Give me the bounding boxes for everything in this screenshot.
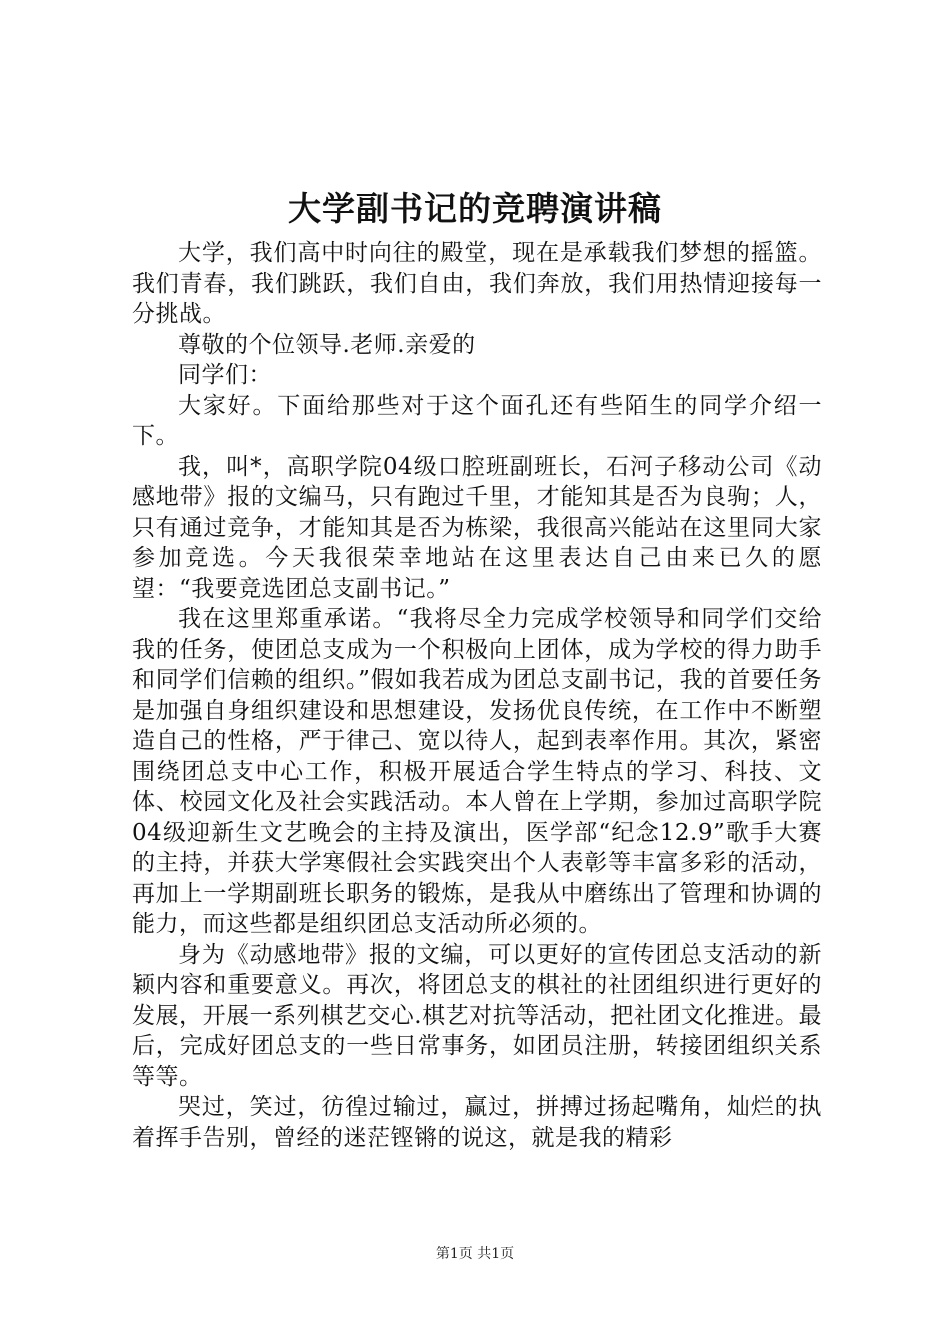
paragraph-greeting: 大家好。下面给那些对于这个面孔还有些陌生的同学介绍一下。 bbox=[132, 392, 822, 449]
paragraph-commitment: 我在这里郑重承诺。“我将尽全力完成学校领导和同学们交给我的任务，使团总支成为一个积极向上团体，成为学校的得力助手和同学们信赖的组织。”假如我若成为团总支副书记，我的首要任务是加强自身组织建设和思想建设，发扬优良传统，在工作中不断塑造自己的性格，严于律己、宽以待人，起到表率作用。其次，紧密围绕团总支中心工作，积极开展适合学生特点的学习、科技、文体、校园文化及社会实践活动。本人曾在上学期，参加过高职学院04级迎新生文艺晚会的主持及演出，医学部“纪念12.9”歌手大赛的主持，并获大学寒假社会实践突出个人表彰等丰富多彩的活动，再加上一学期副班长职务的锻炼，是我从中磨练出了管理和协调的能力，而这些都是组织团总支活动所必须的。 bbox=[132, 606, 822, 937]
paragraph-salutation: 尊敬的个位领导.老师.亲爱的 bbox=[178, 331, 476, 358]
paragraph-self-introduction: 我，叫*，高职学院04级口腔班副班长，石河子移动公司《动感地带》报的文编马，只有跑过千里，才能知其是否为良驹；人，只有通过竞争，才能知其是否为栋梁，我很高兴能站在这里同大家参加竞选。今天我很荣幸地站在这里表达自己由来已久的愿望：“我要竞选团总支副书记。” bbox=[132, 453, 822, 602]
paragraph-closing: 哭过，笑过，彷徨过输过，赢过，拼搏过扬起嘴角，灿烂的执着挥手告别，曾经的迷茫铿锵的说这，就是我的精彩 bbox=[132, 1094, 822, 1151]
page-number-footer: 第1页 共1页 bbox=[435, 1246, 515, 1262]
paragraph-intro: 大学，我们高中时向往的殿堂，现在是承载我们梦想的摇篮。我们青春，我们跳跃，我们自由，我们奔放，我们用热情迎接每一分挑战。 bbox=[132, 240, 822, 327]
document-body bbox=[132, 238, 822, 1153]
paragraph-plans: 身为《动感地带》报的文编，可以更好的宣传团总支活动的新颖内容和重要意义。再次，将团总支的棋社的社团组织进行更好的发展，开展一系列棋艺交心.棋艺对抗等活动，把社团文化推进。最后，完成好团总支的一些日常事务，如团员注册，转接团组织关系等等。 bbox=[132, 941, 822, 1090]
document-title: 大学副书记的竞聘演讲稿 bbox=[288, 189, 662, 228]
paragraph-salutation-classmates: 同学们： bbox=[178, 362, 272, 388]
